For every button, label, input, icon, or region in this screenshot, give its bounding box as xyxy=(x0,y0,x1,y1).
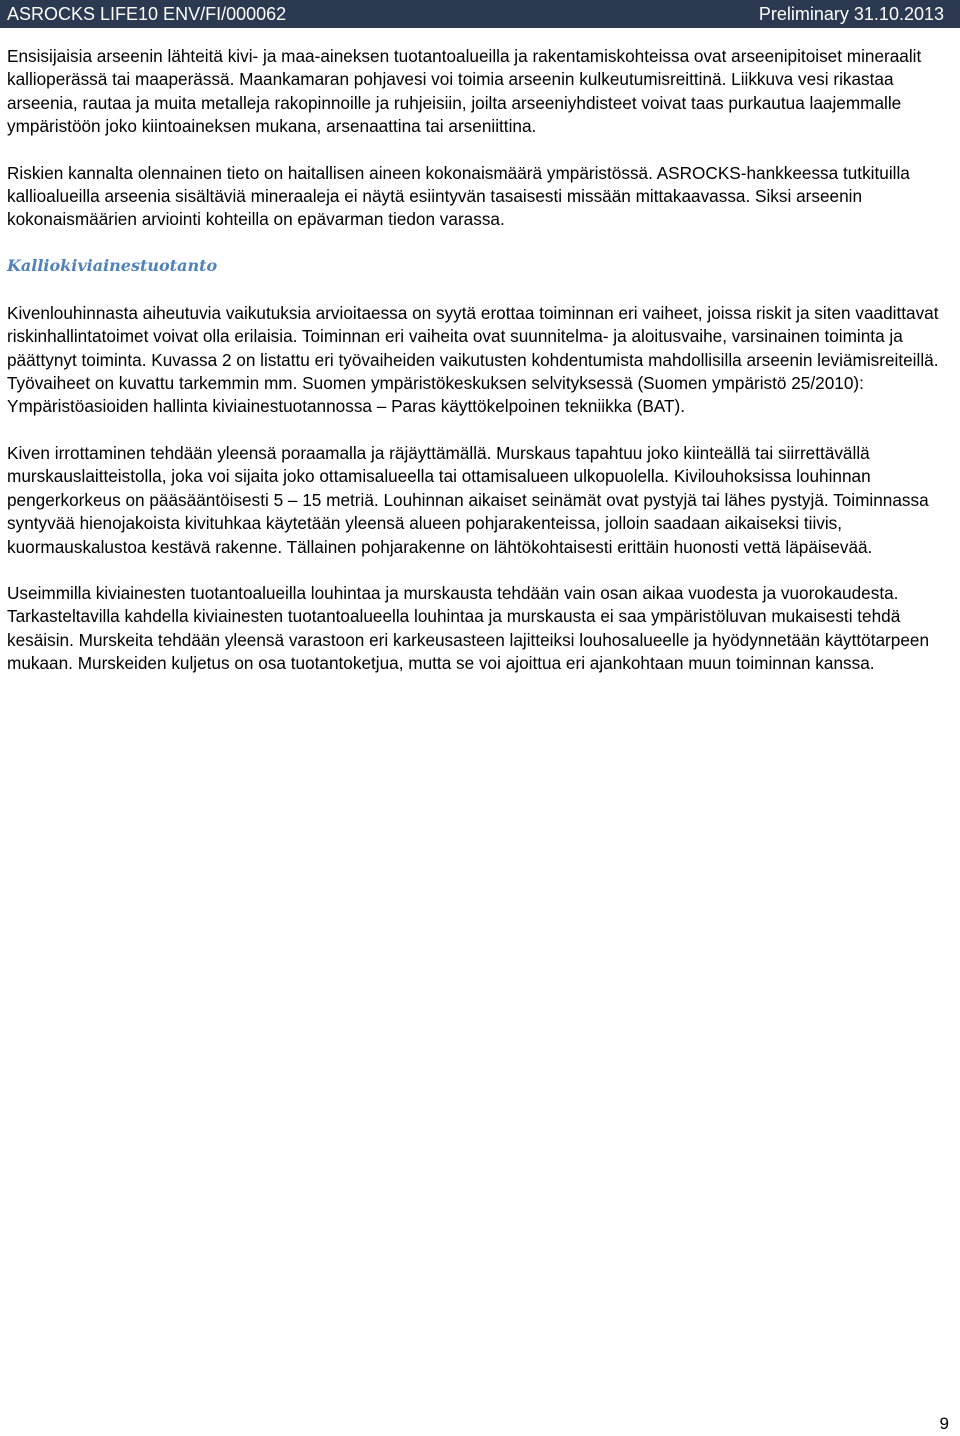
paragraph-risk-assessment: Riskien kannalta olennainen tieto on haitallisen aineen kokonaismäärä ympäristössä. ASROCKS-hankkeessa tutkituilla kallioalueilla arseenia sisältäviä mineraaleja ei näytä esiintyvän tasaisesti missään mittakaavassa. Siksi arseenin kokonaismäärien arviointi kohteilla on epävarman tiedon varassa. xyxy=(7,162,910,230)
paragraph-operation-phases: Kivenlouhinnasta aiheutuvia vaikutuksia arvioitaessa on syytä erottaa toiminnan eri vaiheet, joissa riskit ja siten vaadittavat riskinhallintatoimet voivat olla erilaisia. Toiminnan eri vaiheita ovat suunnitelma- ja aloitusvaihe, varsinainen toiminta ja päättynyt toiminta. Kuvassa 2 on listattu eri työvaiheiden vaikutusten kohdentumista mahdollisilla arseenin leviämisreiteillä. Työvaiheet on kuvattu tarkemmin mm. Suomen ympäristökeskuksen selvityksessä (Suomen ympäristö 25/2010): Ympäristöasioiden hallinta kiviainestuotannossa – Paras käyttökelpoinen tekniikka (BAT). xyxy=(7,302,939,417)
section-heading: Kalliokiviainestuotanto xyxy=(7,255,218,275)
paragraph-arsenic-sources: Ensisijaisia arseenin lähteitä kivi- ja maa-aineksen tuotantoalueilla ja rakentamiskohteissa ovat arseenipitoiset mineraalit kallioperässä tai maaperässä. Maankamaran pohjavesi voi toimia arseenin kulkeutumisreittinä. Liikkuva vesi rikastaa arseenia, rautaa ja muita metalleja rakopinnoille ja ruhjeisiin, joilta arseeniyhdisteet voivat taas purkautua laajemmalle ympäristöön joko kiintoaineksen mukana, arsenaattina tai arseniittina. xyxy=(7,46,922,137)
header-status-date: Preliminary 31.10.2013 xyxy=(758,4,944,24)
paragraph-drilling-crushing: Kiven irrottaminen tehdään yleensä poraamalla ja räjäyttämällä. Murskaus tapahtuu joko kiinteällä tai siirrettävällä murskauslaitteistolla, joka voi sijaita joko ottamisalueella tai ottamisalueen ulkopuolella. Kivilouhoksissa louhinnan pengerkorkeus on pääsääntöisesti 5 – 15 metriä. Louhinnan aikaiset seinämät ovat pystyjä tai lähes pystyjä. Toiminnassa syntyvää hienojakoista kivituhkaa käytetään yleensä alueen pohjarakenteissa, jolloin saadaan aikaiseksi tiivis, kuormauskalustoa kestävä rakenne. Tällainen pohjarakenne on lähtökohtaisesti erittäin huonosti vettä läpäisevää. xyxy=(7,442,929,557)
document-body xyxy=(7,45,951,699)
paragraph-production-schedule: Useimmilla kiviainesten tuotantoalueilla louhintaa ja murskausta tehdään vain osan aikaa vuodesta ja vuorokaudesta. Tarkasteltavilla kahdella kiviainesten tuotantoalueella louhintaa ja murskausta ei saa ympäristöluvan mukaisesti tehdä kesäisin. Murskeita tehdään yleensä varastoon eri karkeusasteen lajitteiksi louhosalueelle ja hyödynnetään käyttötarpeen mukaan. Murskeiden kuljetus on osa tuotantoketjua, mutta se voi ajoittua eri ajankohtaan muun toiminnan kanssa. xyxy=(7,582,929,674)
header-project-code: ASROCKS LIFE10 ENV/FI/000062 xyxy=(7,4,287,24)
page-number: 9 xyxy=(939,1414,949,1433)
page-header xyxy=(0,0,960,28)
